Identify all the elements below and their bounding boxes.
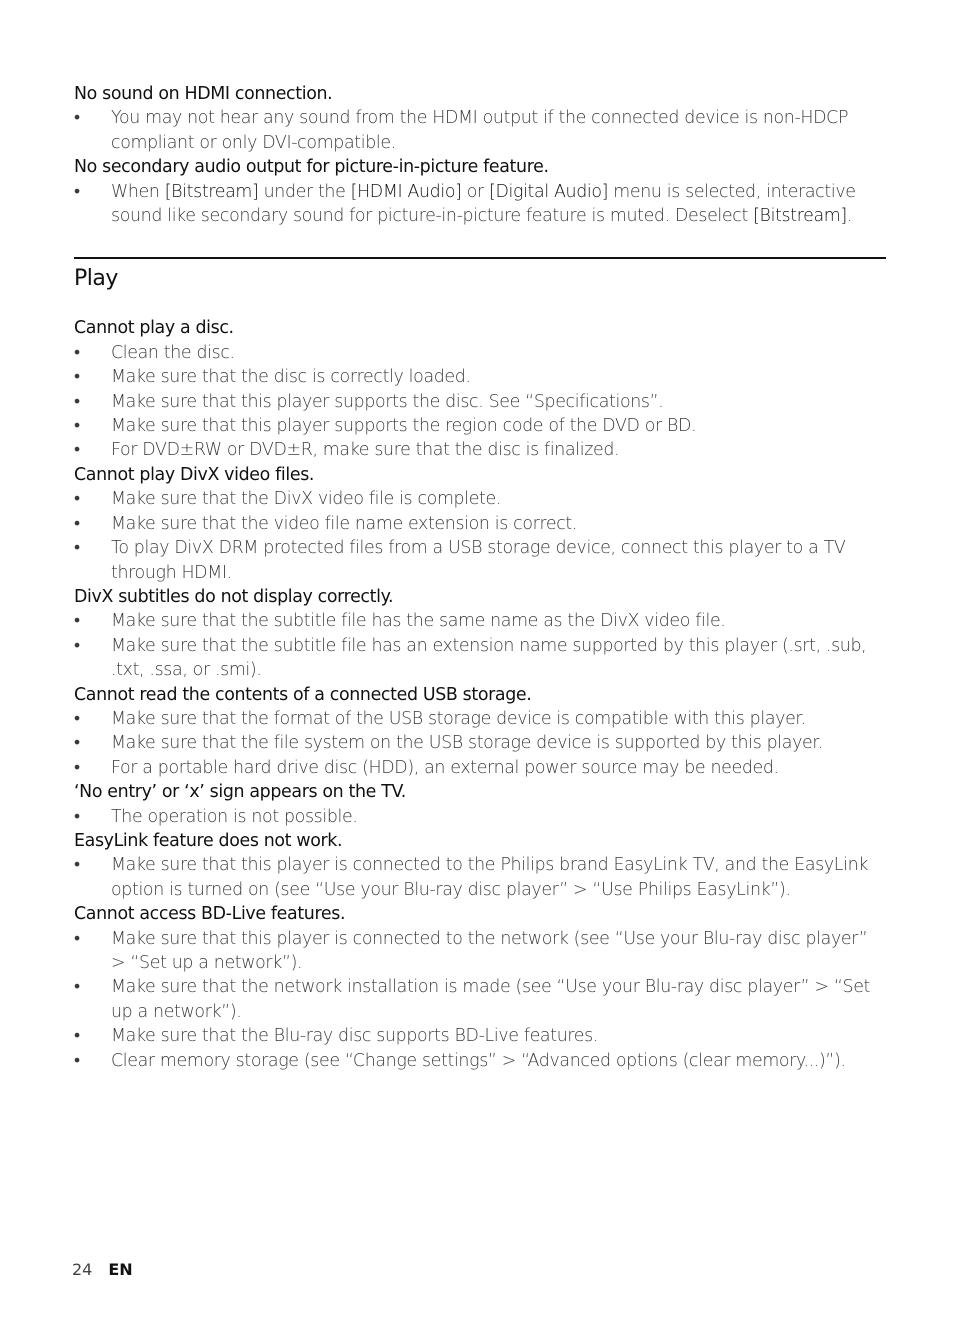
bullet-icon: • <box>74 977 80 998</box>
page-content <box>74 82 884 1073</box>
text-run: . <box>846 206 853 227</box>
bullet-icon: • <box>74 391 80 412</box>
bullet-icon: • <box>74 367 80 388</box>
section-heading: No sound on HDMI connection. <box>74 84 333 104</box>
bullet-icon: • <box>74 1026 80 1047</box>
list-item <box>74 341 884 365</box>
menu-option-digital-audio: [Digital Audio] <box>489 181 609 202</box>
list-item <box>74 536 884 585</box>
text-run: menu is selected, interactive sound like secondary sound for picture-in-picture feature is muted. Deselect <box>111 181 856 227</box>
bullet-icon: • <box>74 108 80 129</box>
list-item-text: Make sure that the network installation is made (see “Use your Blu-ray disc player” > “Set up a network”). <box>111 977 871 1022</box>
list-item <box>74 438 884 462</box>
section-heading: Cannot access BD-Live features. <box>74 904 346 925</box>
section-heading: ‘No entry’ or ‘x’ sign appears on the TV. <box>74 782 406 803</box>
text-run: When <box>111 181 165 202</box>
section-heading: No secondary audio output for picture-in-picture feature. <box>74 157 549 178</box>
bullet-icon: • <box>74 611 80 632</box>
page-footer <box>72 1260 133 1279</box>
list-item <box>74 634 884 683</box>
menu-option-hdmi-audio: [HDMI Audio] <box>350 181 462 202</box>
list-item-text: Make sure that the subtitle file has an extension name supported by this player (.srt, .sub, .txt, .ssa, or .smi). <box>111 635 867 681</box>
issue-section <box>74 683 884 781</box>
play-troubleshooting <box>74 316 884 1073</box>
list-item <box>74 731 884 755</box>
list-item-text: Make sure that this player supports the disc. See “Specifications”. <box>111 391 664 412</box>
list-item <box>74 512 884 536</box>
list-item-text: You may not hear any sound from the HDMI output if the connected device is non-HDCP compliant or only DVI-compatible. <box>111 108 849 153</box>
list-item-text: Make sure that this player is connected to the Philips brand EasyLink TV, and the EasyLink option is turned on (see “Use your Blu-ray disc player” > “Use Philips EasyLink”). <box>111 855 868 900</box>
list-item <box>74 853 884 902</box>
bullet-icon: • <box>74 440 80 461</box>
list-item <box>74 487 884 511</box>
list-item <box>74 180 884 229</box>
issue-section <box>74 780 884 829</box>
section-heading: Cannot play DivX video files. <box>74 464 315 485</box>
page-number: 24 <box>72 1260 93 1279</box>
language-code: EN <box>108 1260 133 1279</box>
hdmi-sound-section <box>74 82 884 155</box>
list-item-text: Make sure that the file system on the USB storage device is supported by this player. <box>111 733 823 754</box>
bullet-icon: • <box>74 416 80 437</box>
list-item-text: Clean the disc. <box>111 342 235 363</box>
list-item <box>74 707 884 731</box>
bullet-icon: • <box>74 855 80 876</box>
bullet-icon: • <box>74 733 80 754</box>
bullet-icon: • <box>74 806 80 827</box>
list-item-text: Make sure that the subtitle file has the same name as the DivX video file. <box>111 611 726 632</box>
section-divider <box>74 257 886 259</box>
list-item <box>74 975 884 1024</box>
section-heading: Cannot read the contents of a connected USB storage. <box>74 684 532 705</box>
issue-section <box>74 902 884 1073</box>
list-item-text: Make sure that the DivX video file is complete. <box>111 489 502 510</box>
list-item-text: Make sure that the video file name extension is correct. <box>111 513 578 534</box>
bullet-icon: • <box>74 635 80 656</box>
bullet-icon: • <box>74 1050 80 1071</box>
list-item <box>74 609 884 633</box>
list-item-text: Make sure that the Blu-ray disc supports BD-Live features. <box>111 1026 599 1047</box>
section-heading: DivX subtitles do not display correctly. <box>74 586 394 607</box>
list-item-text <box>111 182 856 226</box>
issue-section <box>74 585 884 683</box>
list-item <box>74 365 884 389</box>
list-item <box>74 390 884 414</box>
bullet-icon: • <box>74 342 80 363</box>
list-item <box>74 1024 884 1048</box>
section-title-play: Play <box>74 266 118 292</box>
bullet-icon: • <box>74 928 80 949</box>
list-item-text: Clear memory storage (see “Change settings” > “Advanced options (clear memory...)”). <box>111 1050 846 1071</box>
list-item-text: For a portable hard drive disc (HDD), an external power source may be needed. <box>111 757 779 778</box>
bullet-icon: • <box>74 708 80 729</box>
bullet-icon: • <box>74 489 80 510</box>
list-item <box>74 106 884 155</box>
list-item-text: For DVD±RW or DVD±R, make sure that the disc is finalized. <box>111 440 620 461</box>
list-item-text: The operation is not possible. <box>111 806 358 827</box>
list-item <box>74 414 884 438</box>
bullet-icon: • <box>74 513 80 534</box>
menu-option-bitstream: [Bitstream] <box>164 181 259 202</box>
bullet-icon: • <box>74 757 80 778</box>
list-item <box>74 756 884 780</box>
section-heading: Cannot play a disc. <box>74 318 234 339</box>
menu-option-bitstream: [Bitstream] <box>753 206 847 227</box>
issue-section <box>74 316 884 462</box>
list-item-text: Make sure that the format of the USB storage device is compatible with this player. <box>111 708 806 729</box>
text-run: or <box>461 181 490 202</box>
list-item-text: Make sure that the disc is correctly loaded. <box>111 367 471 388</box>
list-item-text: Make sure that this player supports the region code of the DVD or BD. <box>111 416 697 437</box>
list-item-text: Make sure that this player is connected to the network (see “Use your Blu-ray disc player” > “Set up a network”). <box>111 928 868 973</box>
list-item <box>74 927 884 976</box>
list-item <box>74 805 884 829</box>
pip-audio-section <box>74 155 884 228</box>
list-item <box>74 1049 884 1073</box>
bullet-icon: • <box>74 181 80 202</box>
text-run: under the <box>258 181 351 202</box>
list-item-text: To play DivX DRM protected files from a USB storage device, connect this player to a TV through HDMI. <box>111 538 846 583</box>
issue-section <box>74 463 884 585</box>
section-heading: EasyLink feature does not work. <box>74 830 343 851</box>
bullet-icon: • <box>74 538 80 559</box>
issue-section <box>74 829 884 902</box>
